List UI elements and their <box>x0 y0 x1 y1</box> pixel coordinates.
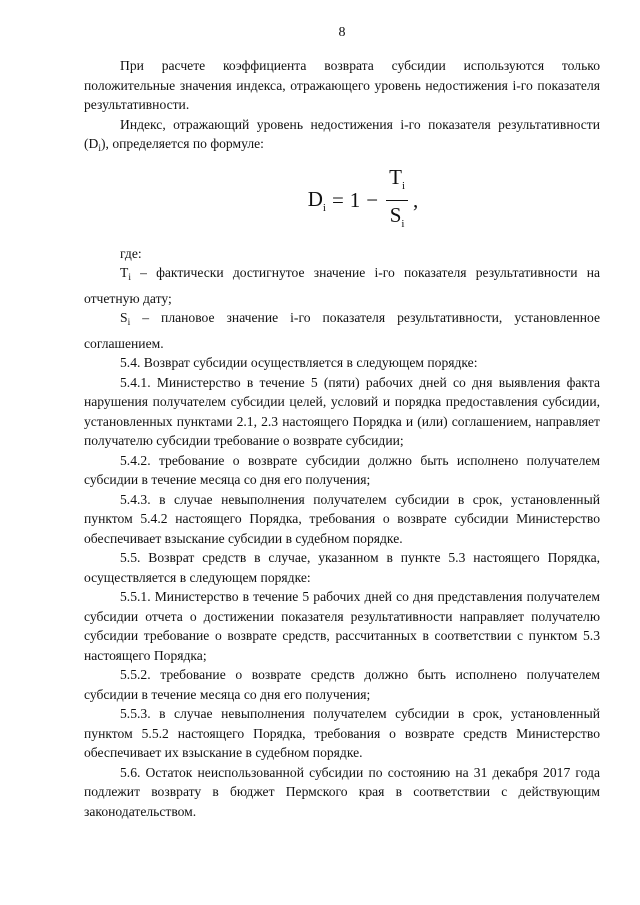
definition-si-subscript: i <box>127 318 131 328</box>
paragraph-5-5: 5.5. Возврат средств в случае, указанном в пункте 5.3 настоящего Порядка, осуществляется в следующем порядке: <box>84 550 600 585</box>
formula-numerator-subscript: i <box>401 180 406 192</box>
formula-fraction <box>386 165 408 236</box>
definition-si <box>84 308 600 353</box>
formula <box>84 162 600 240</box>
index-subscript: i <box>98 144 101 154</box>
paragraph-5-6: 5.6. Остаток неиспользованной субсидии по состоянию на 31 декабря 2017 года подлежит возврату в бюджет Пермского края в соответствии с действующим законодательством. <box>84 764 600 819</box>
paragraph-5-5-1: 5.5.1. Министерство в течение 5 рабочих дней со дня представления получателем субсидии отчета о достижении показателя результативности направляет получателю субсидии требование о возврате средств, рассчитанных в соответствии с пунктом 5.3 настоящего Порядка; <box>84 589 600 663</box>
paragraph-index-definition <box>84 115 600 160</box>
paragraph-5-5-2: 5.5.2. требование о возврате средств должно быть исполнено получателем субсидии в течение месяца со дня его получения; <box>84 667 600 702</box>
formula-lhs-subscript: i <box>322 202 326 214</box>
paragraph-5-4-1: 5.4.1. Министерство в течение 5 (пяти) рабочих дней со дня выявления факта нарушения получателем субсидии целей, условий и порядка предоставления субсидии, установленных пунктами 2.1, 2.3 настоящего Порядка и (или) соглашением, направляет получателю субсидии требование о возврате субсидии; <box>84 374 600 448</box>
paragraph-5-4-3: 5.4.3. в случае невыполнения получателем субсидии в срок, установленный пунктом 5.4.2 настоящего Порядка, требования о возврате субсидии Министерство обеспечивает взыскание субсидии в судебном порядке. <box>84 491 600 546</box>
definition-si-text: – плановое значение i-го показателя результативности, установленное соглашением. <box>84 310 600 351</box>
page-number: 8 <box>338 25 346 40</box>
definition-si-symbol: S <box>120 310 128 325</box>
paragraph-5-5-3: 5.5.3. в случае невыполнения получателем субсидии в срок, установленный пунктом 5.5.2 настоящего Порядка, требования о возврате средств Министерство обеспечивает их взыскание в судебном порядке. <box>84 706 600 760</box>
formula-minus: − <box>366 188 379 212</box>
definition-ti <box>84 263 600 308</box>
formula-lhs-symbol: D <box>307 187 323 211</box>
formula-denominator-subscript: i <box>401 218 405 230</box>
where-label: где: <box>120 245 142 261</box>
paragraph-5-4: 5.4. Возврат субсидии осуществляется в следующем порядке: <box>120 355 478 370</box>
formula-denominator <box>387 201 408 236</box>
formula-lhs <box>308 187 326 214</box>
definition-ti-symbol: T <box>120 265 129 280</box>
formula-comma: , <box>413 188 419 212</box>
formula-one: 1 <box>349 188 361 212</box>
paragraph-5-4-2: 5.4.2. требование о возврате субсидии должно быть исполнено получателем субсидии в течение месяца со дня его получения; <box>84 452 600 487</box>
formula-numerator <box>386 165 408 201</box>
paragraph-coefficient-note: При расчете коэффициента возврата субсидии используются только положительные значения индекса, отражающего уровень недостижения i-го показателя результативности. <box>84 58 600 112</box>
formula-numerator-symbol: T <box>389 165 402 189</box>
index-text-after: ), определяется по формуле: <box>101 136 264 151</box>
definition-ti-text: – фактически достигнутое значение i-го показателя результативности на отчетную дату; <box>84 265 600 306</box>
index-text-before: Индекс, отражающий уровень недостижения i-го показателя результативности (D <box>84 116 600 151</box>
definition-ti-subscript: i <box>128 273 131 283</box>
formula-equals: = <box>331 188 344 212</box>
formula-denominator-symbol: S <box>389 203 402 227</box>
